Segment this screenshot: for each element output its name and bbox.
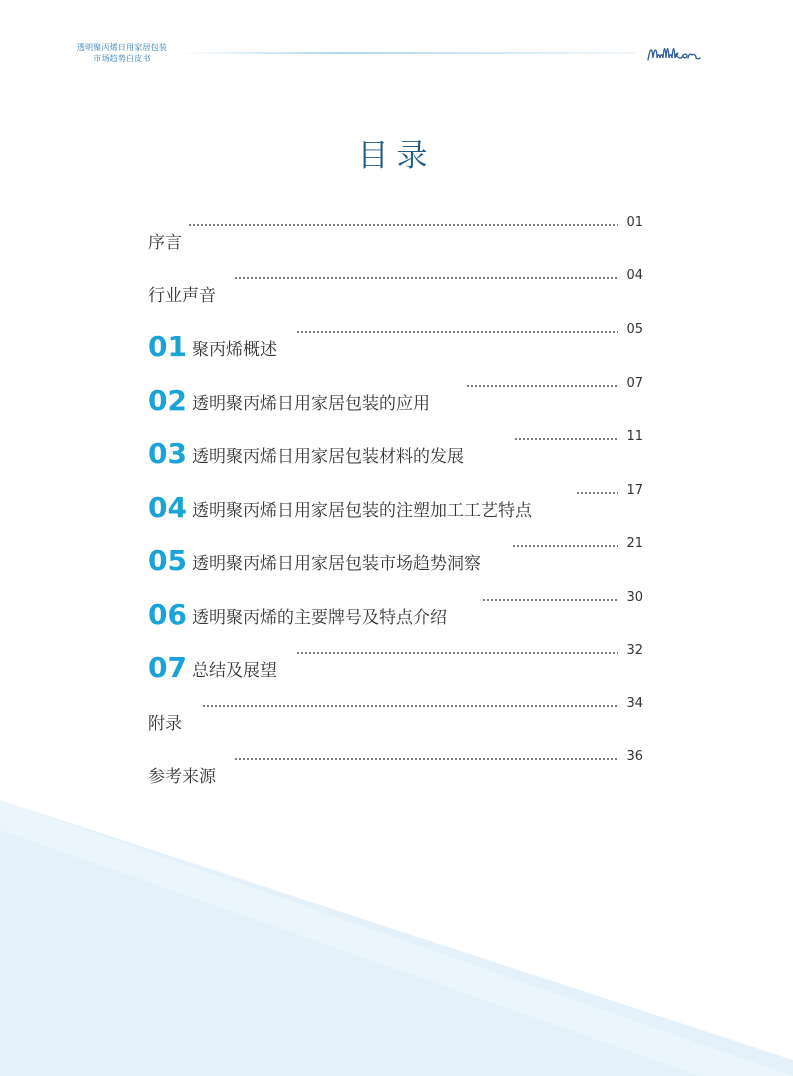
chapter-number: 02 [148,384,187,417]
toc-page-number: 01 [626,215,643,230]
toc-entry[interactable] [148,643,643,683]
toc-page-number: 17 [626,483,643,498]
chapter-number: 04 [148,491,187,524]
toc-entry[interactable] [148,696,643,736]
dot-leader [234,274,618,282]
header-title-line1: 透明聚丙烯日用家居包装 [76,43,168,52]
toc-page-number: 34 [626,696,643,711]
chapter-number: 01 [148,330,187,363]
toc-entry-label: 附录 [148,714,182,734]
dot-leader [296,649,618,657]
toc-page-number: 05 [626,322,643,337]
chapter-number: 03 [148,437,187,470]
toc-page-number: 04 [626,268,643,283]
toc-entry[interactable] [148,322,643,362]
toc-entry-label: 序言 [148,233,182,253]
toc-entry-label: 透明聚丙烯日用家居包装市场趋势洞察 [192,554,481,574]
toc-entry-label: 透明聚丙烯的主要牌号及特点介绍 [192,608,447,628]
toc-entry-label: 透明聚丙烯日用家居包装的应用 [192,394,430,414]
toc-entry-label: 行业声音 [148,286,216,306]
chapter-number: 06 [148,598,187,631]
toc-page-number: 36 [626,749,643,764]
dot-leader [202,702,618,710]
dot-leader [512,542,618,550]
dot-leader [514,435,618,443]
toc-entry[interactable] [148,590,643,630]
toc-entry[interactable] [148,429,643,469]
toc-entry[interactable] [148,268,643,308]
chapter-number: 05 [148,544,187,577]
toc-entry[interactable] [148,749,643,789]
toc-entry-label: 聚丙烯概述 [192,340,277,360]
toc-entry-label: 参考来源 [148,767,216,787]
toc-page-number: 30 [626,590,643,605]
dot-leader [482,596,618,604]
toc-page-number: 21 [626,536,643,551]
toc-page-number: 07 [626,376,643,391]
dot-leader [188,221,618,229]
chapter-number: 07 [148,651,187,684]
toc-entry-label: 透明聚丙烯日用家居包装材料的发展 [192,447,464,467]
toc-entry-label: 透明聚丙烯日用家居包装的注塑加工工艺特点 [192,501,532,521]
toc-page-number: 32 [626,643,643,658]
toc-page-number: 11 [626,429,643,444]
page-title: 目录 [357,138,436,174]
toc-entry[interactable] [148,376,643,416]
toc-entry[interactable] [148,536,643,576]
toc-entry-label: 总结及展望 [192,661,277,681]
dot-leader [296,328,618,336]
dot-leader [234,755,618,763]
dot-leader [466,382,618,390]
toc-entry[interactable] [148,483,643,523]
header-title-line2: 市场趋势白皮书 [93,54,151,63]
toc-entry[interactable] [148,215,643,255]
dot-leader [576,489,618,497]
